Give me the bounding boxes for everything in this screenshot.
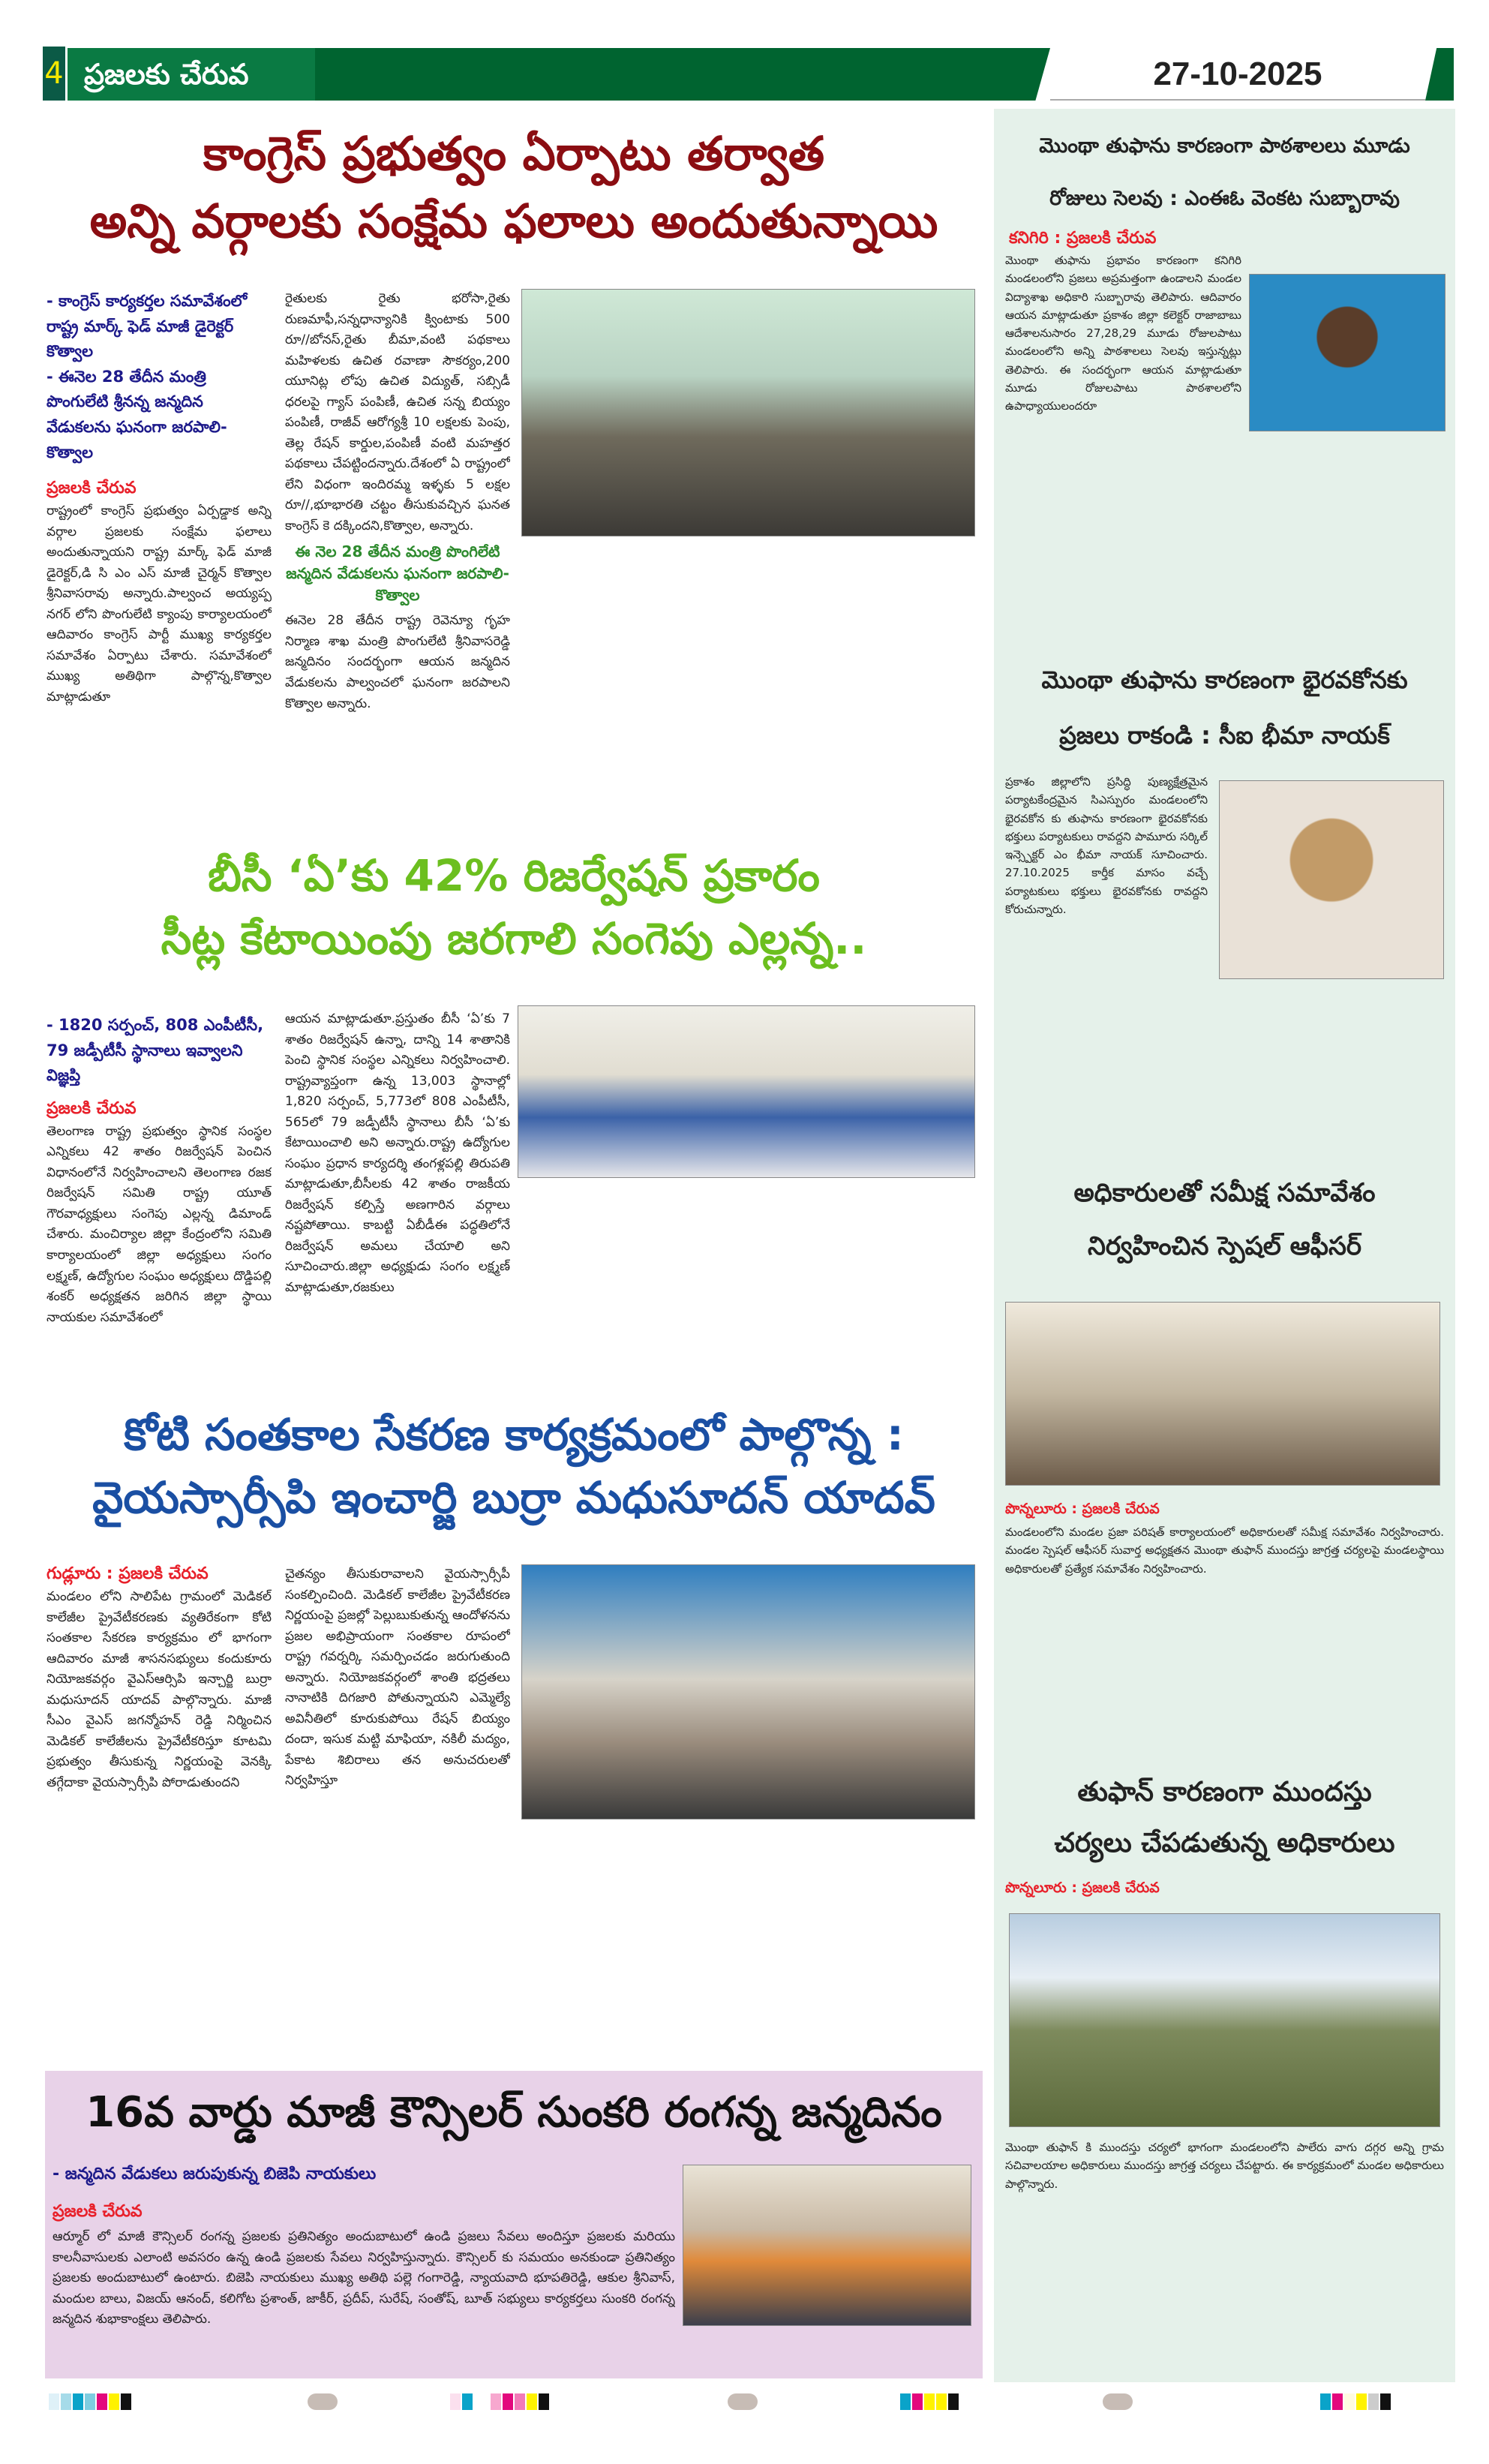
subhead: - 1820 సర్పంచ్, 808 ఎంపీటీసీ, 79 జడ్పీటీసీ స్థానాలు ఇవ్వాలని విజ్ఞప్తి <box>47 1016 264 1085</box>
article1-subheads <box>47 289 272 749</box>
headline-line: అధికారులతో సమీక్ష సమావేశం <box>1073 1178 1376 1208</box>
meeting-photo <box>521 289 975 536</box>
right3-headline <box>998 1167 1451 1274</box>
flood-site-photo <box>1009 1913 1440 2127</box>
registration-dot <box>728 2393 758 2410</box>
byline: ప్రజలకి చేరువ <box>53 2202 143 2221</box>
headline-line: కోటి సంతకాల సేకరణ కార్యక్రమంలో పాల్గొన్న : <box>124 1409 904 1460</box>
byline: కనిగిరి : ప్రజలకి చేరువ <box>1009 229 1157 248</box>
registration-dot <box>308 2393 338 2410</box>
headline-line: వైయస్సార్సీపి ఇంచార్జి బుర్రా మధుసూదన్ యాదవ్ <box>92 1472 935 1524</box>
headline-line: కాంగ్రెస్ ప్రభుత్వం ఏర్పాటు తర్వాత <box>203 126 825 181</box>
article1-headline <box>45 120 983 255</box>
color-registration-marks <box>49 2393 133 2413</box>
article-body: మొంథా తుఫాన్ కి ముందస్తు చర్యలో భాగంగా మండలంలోని పాలేరు వాగు దగ్గర అన్ని గ్రామ సచివాలయాల అధికారులు ముందస్తు జాగ్రత్త చర్యలు చేపట్టారు. ఈ కార్యక్రమంలో మండల అధికారులు పాల్గొన్నారు. <box>1005 2141 1444 2191</box>
byline: పొన్నలూరు : ప్రజలకి చేరువ <box>1005 1880 1160 1896</box>
color-registration-marks <box>450 2393 551 2413</box>
meeting-photo <box>518 1005 975 1178</box>
headline-line: రోజులు సెలవు : ఎంఈఓ వెంకట సుబ్బారావు <box>1049 187 1400 211</box>
review-meeting-photo <box>1005 1302 1440 1486</box>
subhead: - కాంగ్రెస్ కార్యకర్తల సమావేశంలో రాష్ట్ర మార్క్ ఫెడ్ మాజీ డైరెక్టర్ కొత్వాల <box>47 292 248 361</box>
officer-portrait <box>1249 274 1445 431</box>
article2-headline <box>45 844 983 970</box>
headline-line: బీసీ ‘ఏ’కు 42% రిజర్వేషన్ ప్రకారం <box>208 850 820 901</box>
article-body: తెలంగాణ రాష్ట్ర ప్రభుత్వం స్థానిక సంస్థల ఎన్నికలు 42 శాతం రిజర్వేషన్ పెంచిన విధానంలోనే నిర్వహించాలని తెలంగాణ రజక రిజర్వేషన్ సమితి రాష్ట్ర యూత్ గౌరవాధ్యక్షులు సంగెపు ఎల్లన్న డిమాండ్ చేశారు. మంచిర్యాల జిల్లా కేంద్రంలోని సమితి కార్యాలయంలో జిల్లా అధ్యక్షులు సంగం లక్ష్మణ్, ఉద్యోగుల సంఘం అధ్యక్షులు దొడ్డిపల్లి శంకర్ అధ్యక్షతన జరిగిన జిల్లా స్థాయి నాయకుల సమావేశంలో <box>47 1123 272 1325</box>
article-body: ఆర్మూర్ లో మాజీ కౌన్సిలర్ రంగన్న ప్రజలకు ప్రతినిత్యం అందుబాటులో ఉండి ప్రజలు సేవలు అందిస్తూ ప్రజలకు మరియు కాలనీవాసులకు ఎలాంటి అవసరం ఉన్న ఉండి ప్రజలకు సేవలు నిర్వహిస్తున్నారు. కౌన్సిలర్ కు సమయం అనకుండా ప్రతినిత్యం ప్రజలకు అందుబాటులో ఉంటారు. బిజెపి నాయకులు ముఖ్య అతిథి పల్లె గంగారెడ్డి, న్యాయవాది భూపతిరెడ్డి, ఆకుల శ్రీనివాస్, మందుల బాలు, విజయ్ ఆనంద్, కలిగోట ప్రశాంత్, జాకీర్, ప్రదీప్, సురేష్, సంతోష్, బూత్ సభ్యులు కార్యకర్తలు సుంకరి రంగన్న జన్మదిన శుభాకాంక్షలు తెలిపారు. <box>53 2229 675 2327</box>
signature-campaign-photo <box>521 1564 975 1819</box>
registration-dot <box>1103 2393 1133 2410</box>
byline: గుడ్లూరు : ప్రజలకి చేరువ <box>47 1564 209 1583</box>
headline-line: తుఫాన్ కారణంగా ముందస్తు <box>1077 1777 1372 1807</box>
headline-line: ప్రజలు రాకండి : సీఐ భీమా నాయక్ <box>1059 720 1390 750</box>
byline: ప్రజలకి చేరువ <box>47 1098 137 1118</box>
header-stripe <box>1425 48 1454 101</box>
article3-headline <box>45 1403 983 1529</box>
article-body: రాష్ట్రంలో కాంగ్రెస్ ప్రభుత్వం ఏర్పడ్డాక అన్ని వర్గాల ప్రజలకు సంక్షేమ ఫలాలు అందుతున్నాయని రాష్ట్ర మార్క్ ఫెడ్ మాజీ డైరెక్టర్,డి సి ఎం ఎస్ మాజీ చైర్మన్ కొత్వాల శ్రీనివాసరావు అన్నారు.పాల్వంచ అయ్యప్ప నగర్ లోని పొంగులేటి క్యాంపు కార్యాలయంలో ఆదివారం కాంగ్రెస్ పార్టీ ముఖ్య కార్యకర్తల సమావేశం ఏర్పాటు చేశారు. సమావేశంలో ముఖ్య అతిథిగా పాల్గొన్న,కొత్వాల మాట్లాడుతూ <box>47 503 272 705</box>
right1-headline <box>998 120 1451 225</box>
article-body: ఈనెల 28 తేదీన రాష్ట్ర రెవెన్యూ గృహ నిర్మాణ శాఖ మంత్రి పొంగులేటి శ్రీనివాసరెడ్డి జన్మదినం సందర్భంగా ఆయన జన్మదిన వేడుకలను పాల్వంచలో ఘనంగా జరపాలని కొత్వాల అన్నారు. <box>285 613 510 711</box>
byline: పొన్నలూరు : ప్రజలకి చేరువ <box>1005 1501 1160 1517</box>
subhead: - ఈనెల 28 తేదీన మంత్రి పొంగులేటి శ్రీనన్న జన్మదిన వేడుకలను ఘనంగా జరపాలి-కొత్వాల <box>47 367 227 461</box>
article-body: మండలంలోని మండల ప్రజా పరిషత్ కార్యాలయంలో అధికారులతో సమీక్ష సమావేశం నిర్వహించారు. మండల స్పెషల్ ఆఫీసర్ సువార్త అధ్యక్షతన మొంథా తుఫాన్ ముందస్తు జాగ్రత్త చర్యలపై మండలస్థాయి అధికారులతో ప్రత్యేక సమావేశం నిర్వహించారు. <box>1005 1525 1444 1576</box>
color-registration-marks <box>1320 2393 1392 2413</box>
birthday-photo <box>683 2165 971 2326</box>
article-body: చైతన్యం తీసుకురావాలని వైయస్సార్సీపీ సంకల్పించింది. మెడికల్ కాలేజీల ప్రైవేటీకరణ నిర్ణయంపై ప్రజల్లో పెల్లుబుకుతున్న ఆందోళనను ప్రజల అభిప్రాయంగా సంతకాల రూపంలో రాష్ట్ర గవర్నర్కి సమర్పించడం జరుగుతుంది అన్నారు. నియోజకవర్గంలో శాంతి భద్రతలు నానాటికి దిగజారి పోతున్నాయని ఎమ్మెల్యే అవినీతిలో కూరుకుపోయి రేషన్ బియ్యం దందా, ఇసుక మట్టి మాఫియా, నకిలీ మద్యం, పేకాట శిబిరాలు తన అనుచరులతో నిర్వహిస్తూ <box>285 1567 510 1789</box>
article-body: మండలం లోని సాలిపేట గ్రామంలో మెడికల్ కాలేజీల ప్రైవేటీకరణకు వ్యతిరేకంగా కోటి సంతకాల సేకరణ కార్యక్రమం లో భాగంగా ఆదివారం మాజీ శాసనసభ్యులు కందుకూరు నియోజకవర్గం వైఎస్ఆర్సిపి ఇన్చార్జి బుర్రా మధుసూదన్ యాదవ్ పాల్గొన్నారు. మాజీ సీఎం వైఎస్ జగన్మోహన్ రెడ్డి నిర్మించిన మెడికల్ కాలేజీలను ప్రైవేటీకరిస్తూ కూటమి ప్రభుత్వం తీసుకున్న నిర్ణయంపై వెనక్కి తగ్గేదాకా వైయస్సార్సీపి పోరాడుతుందని <box>47 1589 272 1790</box>
right4-headline <box>998 1767 1451 1870</box>
headline-line: అన్ని వర్గాలకు సంక్షేమ ఫలాలు అందుతున్నాయి <box>89 193 938 248</box>
police-officer-photo <box>1219 780 1444 979</box>
byline: ప్రజలకి చేరువ <box>47 479 137 498</box>
issue-date: 27-10-2025 <box>1050 48 1425 101</box>
headline-line: నిర్వహించిన స్పెషల్ ఆఫీసర్ <box>1087 1231 1362 1262</box>
page-number: 4 <box>43 47 65 101</box>
headline-line: చర్యలు చేపడుతున్న అధికారులు <box>1054 1828 1395 1859</box>
color-registration-marks <box>900 2393 960 2413</box>
subhead: - జన్మదిన వేడుకలు జరుపుకున్న బిజెపి నాయకులు <box>53 2165 377 2183</box>
article4-headline: 16వ వార్డు మాజీ కౌన్సిలర్ సుంకరి రంగన్న జన్మదినం <box>86 2088 942 2137</box>
headline-line: మొంథా తుఫాను కారణంగా పాఠశాలలు మూడు <box>1039 134 1410 158</box>
article-body: రైతులకు రైతు భరోసా,రైతు రుణమాఫీ,సన్నధాన్యానికి క్వింటాకు 500 రూ//బోనస్,రైతు బీమా,వంటి పథకాలు మహిళలకు ఉచిత రవాణా సౌకర్యం,200 యూనిట్ల లోపు ఉచిత విద్యుత్, సబ్సిడీ ధరలపై గ్యాస్ పంపిణీ, ఉచిత సన్న బియ్యం పంపిణీ, రాజీవ్ ఆరోగ్యశ్రీ 10 లక్షలకు పెంపు, తెల్ల రేషన్ కార్డుల,పంపిణీ వంటి మహత్తర పథకాలు చేపట్టిందన్నారు.దేశంలో ఏ రాష్ట్రంలో లేని విధంగా ఇందిరమ్మ ఇళ్ళకు 5 లక్షల రూ//,భూభారతి చట్టం తీసుకువచ్చిన ఘనత కాంగ్రెస్ కె దక్కిందని,కొత్వాల, అన్నారు. <box>285 291 510 533</box>
right2-headline <box>998 653 1451 763</box>
article-body: మొంథా తుఫాను ప్రభావం కారణంగా కనిగిరి మండలంలోని ప్రజలు అప్రమత్తంగా ఉండాలని మండల విద్యాశాఖ అధికారి సుబ్బారావు తెలిపారు. ఆదివారం ఆయన మాట్లాడుతూ ప్రకాశం జిల్లా కలెక్టర్ రాజాబాబు ఆదేశాలనుసారం 27,28,29 మూడు రోజులపాటు మండలంలోని అన్ని పాఠశాలలు సెలవు ఇస్తున్నట్లు తెలిపారు. ఈ సందర్భంగా ఆయన మాట్లాడుతూ మూడు రోజులపాటు పాఠశాలలోని ఉపాధ్యాయులందరూ <box>1005 254 1241 413</box>
article-body: ప్రకాశం జిల్లాలోని ప్రసిద్ధి పుణ్యక్షేత్రమైన పర్యాటకేంద్రమైన సిఎస్పురం మండలంలోని భైరవకోన కు తుఫాను కారణంగా భైరవకోనకు భక్తులు పర్యాటకులు రావద్దని పామూరు సర్కిల్ ఇన్స్పెక్టర్ ఎం భీమా నాయక్ సూచించారు. 27.10.2025 కార్తీక మాసం వచ్చే పర్యాటకులు భక్తులు భైరవకోనకు రావద్దని కోరుచున్నారు. <box>1005 775 1208 917</box>
article-body: ఆయన మాట్లాడుతూ.ప్రస్తుతం బీసీ ‘ఏ’కు 7 శాతం రిజర్వేషన్ ఉన్నా, దాన్ని 14 శాతానికి పెంచి స్థానిక సంస్థల ఎన్నికలు నిర్వహించాలి. రాష్ట్రవ్యాప్తంగా ఉన్న 13,003 స్థానాల్లో 1,820 సర్పంచ్, 5,773లో 808 ఎంపీటీసీ, 565లో 79 జడ్పీటీసీ స్థానాలు బీసీ ‘ఏ’కు కేటాయించాలి అని అన్నారు.రాష్ట్ర ఉద్యోగుల సంఘం ప్రధాన కార్యదర్శి తంగళ్లపల్లి తిరుపతి మాట్లాడుతూ,బీసీలకు 42 శాతం రాజకీయ రిజర్వేషన్ కల్పిస్తే అణగారిన వర్గాలు నష్టపోతాయి. కాబట్టి ఏబీడీఈ పద్ధతిలోనే రిజర్వేషన్ అమలు చేయాలి అని సూచించారు.జిల్లా అధ్యక్షుడు సంగం లక్ష్మణ్ మాట్లాడుతూ,రజకులు <box>285 1011 510 1295</box>
headline-line: సీట్ల కేటాయింపు జరగాలి సంగెపు ఎల్లన్న.. <box>161 913 867 965</box>
paper-name: ప్రజలకు చేరువ <box>68 48 315 101</box>
headline-line: మొంథా తుఫాను కారణంగా భైరవకోనకు <box>1041 666 1408 694</box>
inline-subhead: ఈ నెల 28 తేదీన మంత్రి పొంగిలేటి జన్మదిన వేడుకలను ఘనంగా జరపాలి-కొత్వాల <box>286 542 509 605</box>
header-bar <box>315 48 1050 101</box>
